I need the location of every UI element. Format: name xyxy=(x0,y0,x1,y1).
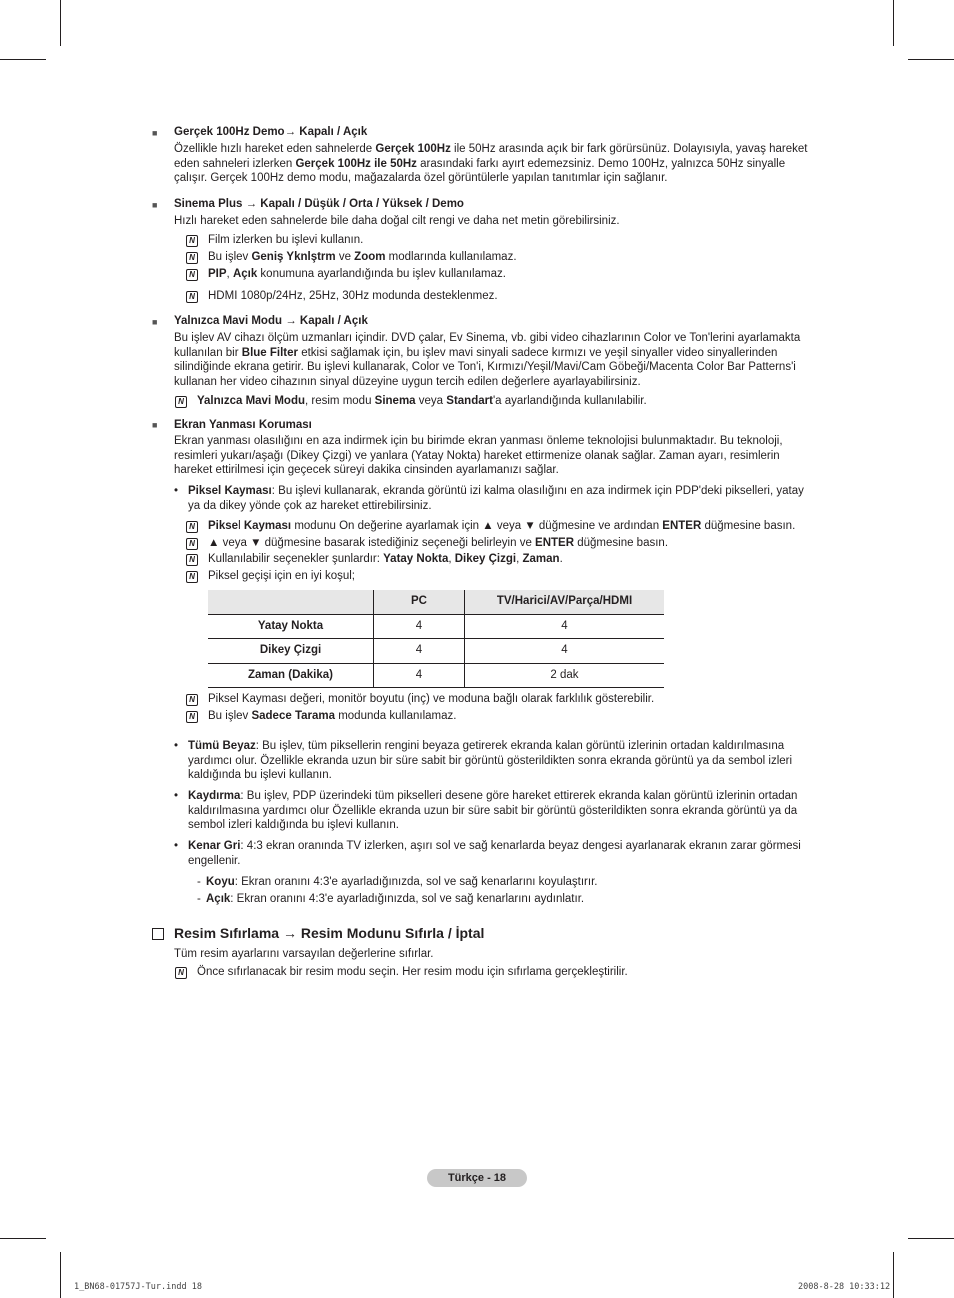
section-title: Yalnızca Mavi Modu → Kapalı / Açık xyxy=(174,315,368,327)
table-row xyxy=(208,663,664,688)
bullet-dot-icon: • xyxy=(174,790,179,802)
crop-mark xyxy=(0,59,46,60)
crop-mark xyxy=(60,1252,61,1298)
note-icon: N xyxy=(186,252,198,264)
sub-item: Açık: Ekran oranını 4:3'e ayarladığınızda, sol ve sağ kenarlarını aydınlatır. xyxy=(206,893,585,905)
note-text: Film izlerken bu işlevi kullanın. xyxy=(208,234,364,246)
bullet-square-icon: ■ xyxy=(152,420,158,430)
dash-icon: - xyxy=(197,876,201,888)
crop-mark xyxy=(908,59,954,60)
note-text: ▲ veya ▼ düğmesine basarak istediğiniz seçeneği belirleyin ve ENTER düğmesine basın. xyxy=(208,537,669,549)
table-cell: 4 xyxy=(374,639,465,664)
note-icon: N xyxy=(175,967,187,979)
note-text: Kullanılabilir seçenekler şunlardır: Yatay Nokta, Dikey Çizgi, Zaman. xyxy=(208,553,563,565)
bullet-square-icon: ■ xyxy=(152,128,158,138)
crop-mark xyxy=(60,0,61,46)
note-icon: N xyxy=(186,711,198,723)
note-text: Yalnızca Mavi Modu, resim modu Sinema veya Standart'a ayarlandığında kullanılabilir. xyxy=(197,395,647,407)
note-icon: N xyxy=(186,269,198,281)
bullet-dot-icon: • xyxy=(174,485,179,497)
table-cell: Zaman (Dakika) xyxy=(208,663,374,688)
table-cell: Dikey Çizgi xyxy=(208,639,374,664)
bullet-square-icon: ■ xyxy=(152,317,158,327)
bullet-text: Piksel Kayması: Bu işlevi kullanarak, ekranda görüntü izi kalma olasılığını en aza indirmek için PDP'deki pikselleri, yatay ya da dikey yönde çok az hareket ettirebilirsiniz. xyxy=(188,485,804,512)
table-row xyxy=(208,614,664,639)
slug-filename: 1_BN68-01757J-Tur.indd 18 xyxy=(74,1282,202,1292)
table-cell: 4 xyxy=(374,663,465,688)
section-title: Gerçek 100Hz Demo→ Kapalı / Açık xyxy=(174,126,368,138)
crop-mark xyxy=(893,0,894,46)
dash-icon: - xyxy=(197,893,201,905)
note-icon: N xyxy=(186,538,198,550)
note-text: Piksel Kayması değeri, monitör boyutu (inç) ve moduna bağlı olarak farklılık gösterebilir. xyxy=(208,693,655,705)
section-paragraph: Hızlı hareket eden sahnelerde bile daha doğal cilt rengi ve daha net metin görebilirsiniz. xyxy=(174,215,620,227)
note-icon: N xyxy=(186,235,198,247)
note-icon: N xyxy=(186,554,198,566)
table-header-cell: TV/Harici/AV/Parça/HDMI xyxy=(465,590,665,614)
table-header-cell xyxy=(208,590,374,614)
note-icon: N xyxy=(186,521,198,533)
bullet-text: Kaydırma: Bu işlev, PDP üzerindeki tüm pikselleri desene göre hareket ettirerek ekranda kalan görüntü izlerinin ortadan kaldırılmasına yardımcı olur Özellikle ekranda uzun bir süre sabit bir görüntü gösterildikten sonra ekranda görüntü ya da sembol izleri kaldığında bu işlevi kullanın. xyxy=(188,790,798,832)
section-heading: Resim Sıfırlama → Resim Modunu Sıfırla / İptal xyxy=(174,925,485,941)
section-paragraph: Bu işlev AV cihazı ölçüm uzmanları içindir. DVD çalar, Ev Sinema, vb. gibi video cihazlarının Color ve Ton'lerini ayarlamakta kullanılan bir Blue Filter etkisi sağlamak için, bu işlev mavi sinyali sadece kırmızı ve yeşil sinyaller video sinyallerinden silindiğinde ekrana getirir. Bu işlevi kullanarak, Color ve Ton'i, Kırmızı/Yeşil/Mavi/Cam Göbeği/Macenta Color Bar Patterns'i kullanan her video cihazının sinyal düzeyine uygun tercih edilen değerlere ayarlayabilirsiniz. xyxy=(174,332,801,389)
note-text: Önce sıfırlanacak bir resim modu seçin. Her resim modu için sıfırlama gerçekleştirilir. xyxy=(197,966,628,978)
section-paragraph: Ekran yanması olasılığını en aza indirmek için bu birimde ekran yanması önleme teknolojisi bulunmaktadır. Bu teknoloji, resimleri yukarı/aşağı (Dikey Çizgi) ve yanlara (Yatay Nokta) hareket ettirmenize olanak sağlar. Zaman ayarı, resimlerin hareket ettirilmesi için geçecek süreyi dakika cinsinden ayarlamanızı sağlar. xyxy=(174,435,783,477)
note-text: Bu işlev Sadece Tarama modunda kullanılamaz. xyxy=(208,710,457,722)
pixel-shift-table xyxy=(208,590,664,688)
bullet-text: Tümü Beyaz: Bu işlev, tüm piksellerin rengini beyaza getirerek ekranda kalan görüntü izlerinin ortadan kaldırılmasına yardımcı olur. Özellikle ekranda uzun bir süre sabit bir görüntü gösterildikten sonra ekranda görüntü ya da sembol izleri kaldığında bu işlevi kullanın. xyxy=(188,740,793,782)
bullet-dot-icon: • xyxy=(174,740,179,752)
table-cell: 2 dak xyxy=(465,663,665,688)
crop-mark xyxy=(893,1252,894,1298)
table-cell: 4 xyxy=(465,614,665,639)
table-cell: 4 xyxy=(374,614,465,639)
page-number: Türkçe - 18 xyxy=(427,1169,527,1187)
note-text: HDMI 1080p/24Hz, 25Hz, 30Hz modunda desteklenmez. xyxy=(208,290,498,302)
crop-mark xyxy=(908,1238,954,1239)
note-icon: N xyxy=(186,694,198,706)
note-text: Piksel Kayması modunu On değerine ayarlamak için ▲ veya ▼ düğmesine ve ardından ENTER düğmesine basın. xyxy=(208,520,796,532)
note-icon: N xyxy=(175,396,187,408)
bullet-square-icon: ■ xyxy=(152,200,158,210)
sub-item: Koyu: Ekran oranını 4:3'e ayarladığınızda, sol ve sağ kenarlarını koyulaştırır. xyxy=(206,876,598,888)
section-paragraph: Özellikle hızlı hareket eden sahnelerde Gerçek 100Hz ile 50Hz arasında açık bir fark görürsünüz. Dolayısıyla, yavaş hareket eden sahneleri izlerken Gerçek 100Hz ile 50Hz arasındaki farkı ayırt edemezsiniz. Demo 100Hz, yalnızca 50Hz sinyalle çalışır. Gerçek 100Hz demo modu, mağazalarda özel görüntülerle yapılan tanıtımlar için sağlanır. xyxy=(174,143,808,185)
section-title: Ekran Yanması Koruması xyxy=(174,419,312,431)
table-header-row xyxy=(208,590,664,614)
note-text: PIP, Açık konumuna ayarlandığında bu işlev kullanılamaz. xyxy=(208,268,506,280)
crop-mark xyxy=(0,1238,46,1239)
section-title: Sinema Plus → Kapalı / Düşük / Orta / Yüksek / Demo xyxy=(174,198,464,210)
section-paragraph: Tüm resim ayarlarını varsayılan değerlerine sıfırlar. xyxy=(174,948,434,960)
note-icon: N xyxy=(186,291,198,303)
note-text: Piksel geçişi için en iyi koşul; xyxy=(208,570,356,582)
table-cell: Yatay Nokta xyxy=(208,614,374,639)
note-text: Bu işlev Geniş Yknlştrm ve Zoom modlarında kullanılamaz. xyxy=(208,251,517,263)
slug-timestamp: 2008-8-28 10:33:12 xyxy=(798,1282,891,1292)
table-cell: 4 xyxy=(465,639,665,664)
table-row xyxy=(208,639,664,664)
note-icon: N xyxy=(186,571,198,583)
bullet-dot-icon: • xyxy=(174,840,179,852)
section-box-icon xyxy=(152,928,164,940)
table-header-cell: PC xyxy=(374,590,465,614)
bullet-text: Kenar Gri: 4:3 ekran oranında TV izlerken, aşırı sol ve sağ kenarlarda beyaz dengesi ayarlanarak ekranın zarar görmesi engellenir. xyxy=(188,840,801,867)
